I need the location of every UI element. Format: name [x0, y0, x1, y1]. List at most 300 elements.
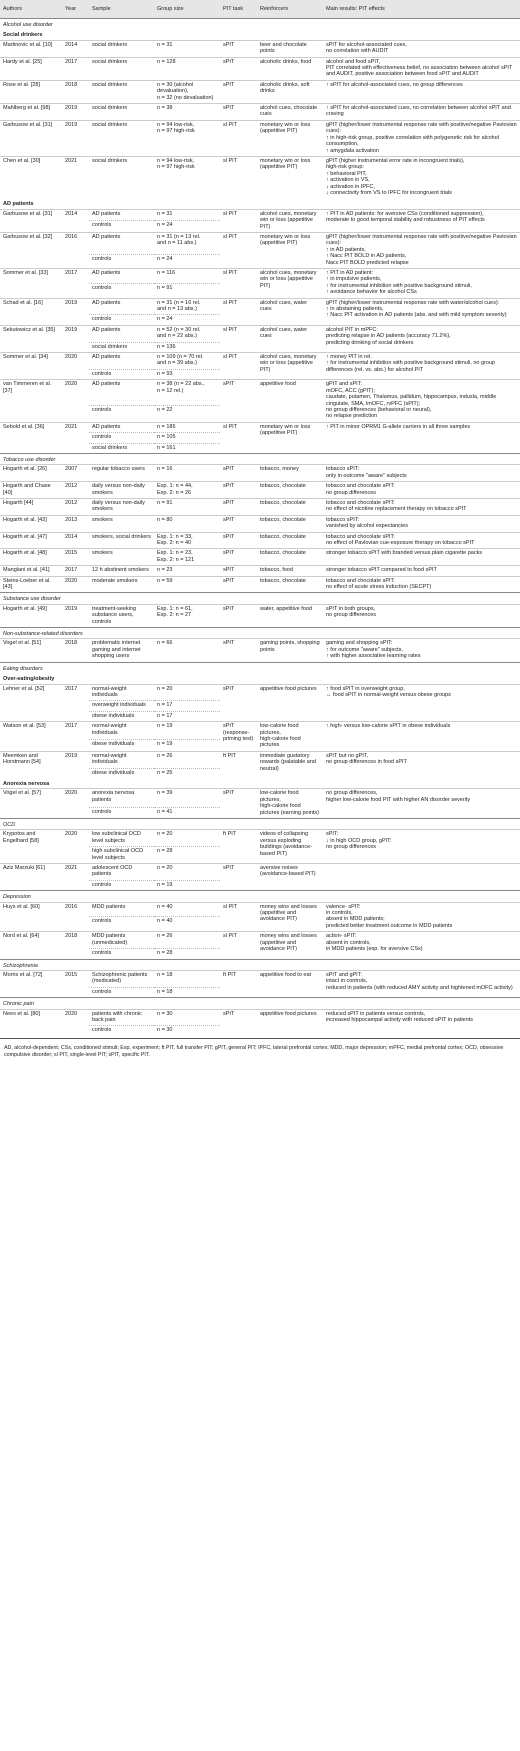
main-results-cell: gPIT (higher instrumental error rate in incongruent trials), high-risk group: ↑ behavioral PIT, ↑ activation in VS, ↓ activation in IPFC, ↓ connectivity from VS to IPFC for incongruent trials: [323, 156, 520, 198]
header-authors: Authors: [0, 0, 62, 19]
group-size-cell: Exp. 1: n = 44, Exp. 2: n = 26: [154, 482, 220, 499]
study-year: 2019: [62, 104, 89, 121]
group-size-cell: n = 16: [154, 465, 220, 482]
main-results-cell: reduced sPIT in patients versus controls, increased hippocampal activity with reduced sPIT in patients: [323, 1009, 520, 1036]
reinforcers-cell: low-calorie food pictures, high-calorie food pictures (earning points): [257, 789, 323, 819]
study-row: [0, 80, 520, 103]
sample-cell: controls: [89, 369, 154, 379]
sample-cell: controls: [89, 283, 154, 298]
group-size-cell: n = 20: [154, 684, 220, 701]
header-main-results: Main results: PIT effects: [323, 0, 520, 19]
subsection-heading: Over-eating/obesity: [3, 676, 55, 683]
pit-task-cell: sl PIT: [220, 325, 257, 352]
pit-task-cell: sl PIT: [220, 932, 257, 959]
sample-cell: social drinkers: [89, 40, 154, 57]
reinforcers-cell: alcohol cues, monetary win or loss (appetitive PIT): [257, 353, 323, 380]
study-author: Morris et al. [72]: [0, 970, 62, 997]
table-header-row: [0, 0, 520, 19]
study-author: Manglani et al. [41]: [0, 566, 62, 576]
group-size-cell: n = 94 low-risk, n = 97 high-risk: [154, 156, 220, 198]
reinforcers-cell: water, appetitive food: [257, 604, 323, 627]
main-results-cell: valence- sPIT: in controls, absent in MDD patients; predicted better treatment outcome in MDD patients: [323, 902, 520, 932]
study-year: 2014: [62, 209, 89, 232]
group-size-cell: n = 109 (n = 70 rel. and n = 39 abs.): [154, 353, 220, 370]
group-size-cell: n = 91: [154, 283, 220, 298]
study-row: [0, 684, 520, 701]
group-size-cell: n = 19: [154, 722, 220, 740]
section-heading: Tobacco use disorder: [0, 453, 520, 464]
sample-cell: AD patients: [89, 325, 154, 342]
sample-cell: controls: [89, 221, 154, 233]
group-size-cell: n = 31 (n = 16 rel. and n = 13 abs.): [154, 298, 220, 315]
study-author: Sebold et al. [36]: [0, 422, 62, 453]
main-results-cell: alcohol PIT in mPFC: predicting relapse in AD patients (accuracy 71.2%), predicting drinking of social drinkers: [323, 325, 520, 352]
sample-cell: AD patients: [89, 422, 154, 432]
group-size-cell: n = 186: [154, 422, 220, 432]
pit-task-cell: sPIT: [220, 515, 257, 532]
main-results-cell: ↑ money PIT in rel. ↑ for instrumental inhibition with positive background stimuli, no group differences (rel. vs. abs.) for alcohol PIT: [323, 353, 520, 380]
sample-cell: controls: [89, 949, 154, 959]
group-size-cell: n = 24: [154, 315, 220, 325]
study-year: 2016: [62, 232, 89, 268]
sample-cell: adolescent OCD patients: [89, 864, 154, 881]
group-size-cell: n = 31: [154, 40, 220, 57]
group-size-cell: Exp. 1: n = 61, Exp. 2: n = 27: [154, 604, 220, 627]
reinforcers-cell: money wins and losses (appetitive and avoidance PIT): [257, 902, 323, 932]
pit-task-cell: sl PIT: [220, 269, 257, 299]
reinforcers-cell: appetitive food: [257, 380, 323, 422]
study-author: Vogel et al. [51]: [0, 639, 62, 662]
study-year: 2018: [62, 932, 89, 959]
study-row: [0, 1009, 520, 1026]
group-size-cell: n = 41: [154, 807, 220, 818]
study-row: [0, 549, 520, 566]
main-results-cell: tobacco and chocolate sPIT: no effect of Pavlovian cue-exposure therapy on tobacco sPIT: [323, 532, 520, 549]
pit-task-cell: sl PIT: [220, 422, 257, 453]
sample-cell: normal-weight individuals: [89, 684, 154, 701]
main-results-cell: tobacco and chocolate sPIT: no group differences: [323, 482, 520, 499]
study-row: [0, 830, 520, 847]
group-size-cell: Exp. 1: n = 23, Exp. 2: n = 121: [154, 549, 220, 566]
pit-task-cell: sPIT: [220, 864, 257, 891]
study-row: [0, 576, 520, 593]
study-row: [0, 532, 520, 549]
sample-cell: obese individuals: [89, 711, 154, 721]
reinforcers-cell: alcohol cues, monetary win or loss (appetitive PIT): [257, 269, 323, 299]
pit-task-cell: sPIT: [220, 380, 257, 422]
subsection-row: [0, 198, 520, 209]
study-year: 2007: [62, 465, 89, 482]
study-author: Steins-Loeber et al. [43]: [0, 576, 62, 593]
sample-cell: obese individuals: [89, 768, 154, 778]
group-size-cell: n = 24: [154, 255, 220, 269]
study-author: Mahlberg et al. [98]: [0, 104, 62, 121]
main-results-cell: ↑ sPIT for alcohol-associated cues, no group differences: [323, 80, 520, 103]
sample-cell: obese individuals: [89, 740, 154, 751]
study-row: [0, 380, 520, 406]
sample-cell: controls: [89, 433, 154, 443]
pit-task-cell: sl PIT: [220, 902, 257, 932]
main-results-cell: ↑ PIT in AD patient: ↑ in impulsive patients, ↑ for instrumental inhibition with positive background stimuli, ↑ avoidance behavior for alcohol CSs: [323, 269, 520, 299]
sample-cell: patients with chronic back pain: [89, 1009, 154, 1026]
study-author: Rose et al. [28]: [0, 80, 62, 103]
sample-cell: MDD patients (unmedicated): [89, 932, 154, 949]
study-author: Nord et al. [64]: [0, 932, 62, 959]
sample-cell: Schizophrenic patients (medicated): [89, 970, 154, 987]
study-author: Garbusow et al. [31]: [0, 120, 62, 156]
study-row: [0, 902, 520, 917]
reinforcers-cell: monetary win or loss (appetitive PIT): [257, 232, 323, 268]
pit-task-cell: sl PIT: [220, 120, 257, 156]
study-author: Sommer et al. [34]: [0, 353, 62, 380]
sample-cell: normal-weight individuals: [89, 751, 154, 768]
study-row: [0, 751, 520, 768]
subsection-row: [0, 673, 520, 684]
study-row: [0, 566, 520, 576]
sample-cell: AD patients: [89, 209, 154, 221]
sample-cell: controls: [89, 987, 154, 997]
reinforcers-cell: alcohol cues, water cues: [257, 325, 323, 352]
reinforcers-cell: tobacco, chocolate: [257, 532, 323, 549]
section-row: [0, 959, 520, 970]
group-size-cell: n = 40: [154, 902, 220, 917]
study-year: 2012: [62, 482, 89, 499]
main-results-cell: tobacco sPIT: only in outcome "aware" subjects: [323, 465, 520, 482]
study-author: Hogarth and Chase [40]: [0, 482, 62, 499]
group-size-cell: n = 25: [154, 768, 220, 778]
reinforcers-cell: beer and chocolate points: [257, 40, 323, 57]
main-results-cell: ↑ PIT in AD patients: for aversive CSs (conditioned suppression), moderate to good temporal stability and robustness of PIT effects: [323, 209, 520, 232]
main-results-cell: gPIT (higher/lower instrumental response rate with water/alcohol cues): ↑ in abstaining patients, ↑ Nacc PIT activation in AD patients (abs. and with mild symptom severity): [323, 298, 520, 325]
pit-task-cell: sPIT: [220, 566, 257, 576]
group-size-cell: n = 39: [154, 789, 220, 807]
reinforcers-cell: appetitive food pictures: [257, 684, 323, 722]
reinforcers-cell: tobacco, chocolate: [257, 549, 323, 566]
group-size-cell: n = 20: [154, 830, 220, 847]
sample-cell: treatment-seeking substance users, controls: [89, 604, 154, 627]
sample-cell: social drinkers: [89, 156, 154, 198]
reinforcers-cell: alcoholic drinks, soft drinks: [257, 80, 323, 103]
reinforcers-cell: tobacco, chocolate: [257, 576, 323, 593]
main-results-cell: ↑ PIT in minor OPRM1 G-allele carriers in all three samples: [323, 422, 520, 453]
study-year: 2017: [62, 722, 89, 752]
main-results-cell: tobacco and chocolate sPIT: no effect of nicotine replacement therapy on tobacco sPIT: [323, 498, 520, 515]
sample-cell: AD patients: [89, 269, 154, 284]
group-size-cell: n = 80: [154, 515, 220, 532]
study-row: [0, 120, 520, 156]
group-size-cell: n = 105: [154, 433, 220, 443]
study-year: 2020: [62, 353, 89, 380]
sample-cell: 12 h abstinent smokers: [89, 566, 154, 576]
pit-task-cell: sl PIT: [220, 209, 257, 232]
pit-task-cell: sPIT: [220, 104, 257, 121]
study-author: Garbusow et al. [31]: [0, 209, 62, 232]
study-author: Schad et al. [16]: [0, 298, 62, 325]
group-size-cell: n = 28: [154, 847, 220, 864]
group-size-cell: n = 18: [154, 987, 220, 997]
pit-task-cell: sPIT: [220, 549, 257, 566]
sample-cell: problematic internet gaming and internet shopping users: [89, 639, 154, 662]
group-size-cell: n = 30: [154, 1009, 220, 1026]
study-year: 2019: [62, 604, 89, 627]
study-author: Hardy et al. [25]: [0, 57, 62, 80]
reinforcers-cell: alcohol cues, chocolate cues: [257, 104, 323, 121]
pit-task-cell: sPIT: [220, 639, 257, 662]
pit-task-cell: ft PIT: [220, 830, 257, 864]
study-year: 2019: [62, 751, 89, 778]
study-year: 2017: [62, 269, 89, 299]
group-size-cell: n = 18: [154, 970, 220, 987]
section-heading: OCD: [0, 819, 520, 830]
sample-cell: controls: [89, 807, 154, 818]
study-year: 2016: [62, 902, 89, 932]
main-results-cell: gPIT (higher/lower instrumental response rate with positive/negative Pavlovian cues): ↑ in high-risk group, positive correlation with polygenetic risk for alcohol consumption, ↑ amygdala activation: [323, 120, 520, 156]
group-size-cell: n = 17: [154, 711, 220, 721]
sample-cell: anorexia nervosa patients: [89, 789, 154, 807]
group-size-cell: n = 31: [154, 209, 220, 221]
subsection-row: [0, 29, 520, 40]
main-results-cell: action- sPIT: absent in controls, in MDD patients (esp. for aversive CSs): [323, 932, 520, 959]
table-body: [0, 19, 520, 1036]
pit-task-cell: sPIT: [220, 465, 257, 482]
sample-cell: controls: [89, 315, 154, 325]
group-size-cell: n = 128: [154, 57, 220, 80]
reinforcers-cell: tobacco, food: [257, 566, 323, 576]
group-size-cell: n = 28: [154, 949, 220, 959]
main-results-cell: ↑ food sPIT in overweight group, ↔ food sPIT in normal-weight versus obese groups: [323, 684, 520, 722]
study-year: 2020: [62, 380, 89, 422]
group-size-cell: n = 19: [154, 880, 220, 890]
reinforcers-cell: alcohol cues, monetary win or loss (appetitive PIT): [257, 209, 323, 232]
sample-cell: low subclinical OCD level subjects: [89, 830, 154, 847]
sample-cell: social drinkers: [89, 342, 154, 352]
group-size-cell: n = 161: [154, 443, 220, 453]
study-row: [0, 40, 520, 57]
sample-cell: controls: [89, 917, 154, 932]
reinforcers-cell: monetary win or loss (appetitive PIT): [257, 120, 323, 156]
study-row: [0, 156, 520, 198]
study-row: [0, 498, 520, 515]
pit-task-cell: sPIT: [220, 482, 257, 499]
group-size-cell: n = 31 (n = 13 rel. and n = 11 abs.): [154, 232, 220, 254]
main-results-cell: tobacco and chocolate sPIT: no effect of acute stress induction (SECPT): [323, 576, 520, 593]
study-row: [0, 722, 520, 740]
study-year: 2021: [62, 422, 89, 453]
group-size-cell: n = 23: [154, 566, 220, 576]
study-row: [0, 789, 520, 807]
section-row: [0, 453, 520, 464]
study-author: Hogarth et al. [49]: [0, 604, 62, 627]
group-size-cell: n = 38 (n = 22 abs., n = 12 rel.): [154, 380, 220, 406]
study-author: Hogarth et al. [43]: [0, 515, 62, 532]
pit-task-cell: sPIT: [220, 1009, 257, 1036]
sample-cell: normal-weight individuals: [89, 722, 154, 740]
pit-task-cell: sPIT: [220, 498, 257, 515]
study-row: [0, 104, 520, 121]
study-author: Sekutowicz et al. [35]: [0, 325, 62, 352]
reinforcers-cell: videos of collapsing versus exploding buildings (avoidance-based PIT): [257, 830, 323, 864]
subsection-row: [0, 778, 520, 789]
study-row: [0, 932, 520, 949]
study-row: [0, 515, 520, 532]
subsection-heading: Social drinkers: [3, 32, 43, 39]
pit-task-cell: sPIT (response-priming test): [220, 722, 257, 752]
reinforcers-cell: tobacco, money: [257, 465, 323, 482]
section-heading: Eating disorders: [0, 662, 520, 673]
study-author: van Timmeren et al. [37]: [0, 380, 62, 422]
study-author: Chen et al. [30]: [0, 156, 62, 198]
sample-cell: controls: [89, 406, 154, 422]
sample-cell: social drinkers: [89, 104, 154, 121]
header-pit-task: PIT task: [220, 0, 257, 19]
main-results-cell: ↑ high- versus low-calorie sPIT in obese individuals: [323, 722, 520, 752]
study-year: 2019: [62, 325, 89, 352]
study-author: Hogarth et al. [47]: [0, 532, 62, 549]
pit-task-cell: sPIT: [220, 789, 257, 819]
sample-cell: controls: [89, 880, 154, 890]
study-row: [0, 482, 520, 499]
group-size-cell: n = 66: [154, 639, 220, 662]
reinforcers-cell: money wins and losses (appetitive and avoidance PIT): [257, 932, 323, 959]
sample-cell: social drinkers: [89, 120, 154, 156]
study-year: 2020: [62, 1009, 89, 1036]
sample-cell: smokers, social drinkers: [89, 532, 154, 549]
pit-task-cell: sl PIT: [220, 298, 257, 325]
study-author: Aziz Marzuki [61]: [0, 864, 62, 891]
study-row: [0, 232, 520, 254]
group-size-cell: n = 94 low-risk, n = 97 high-risk: [154, 120, 220, 156]
group-size-cell: n = 30: [154, 1026, 220, 1036]
header-sample: Sample: [89, 0, 154, 19]
study-year: 2021: [62, 864, 89, 891]
header-year: Year: [62, 0, 89, 19]
section-row: [0, 998, 520, 1009]
study-author: Nees et al. [80]: [0, 1009, 62, 1036]
sample-cell: social drinkers: [89, 443, 154, 453]
pit-task-cell: sPIT: [220, 57, 257, 80]
group-size-cell: n = 19: [154, 740, 220, 751]
main-results-cell: stronger tobacco sPIT with branded versus plain cigarette packs: [323, 549, 520, 566]
section-heading: Substance use disorder: [0, 593, 520, 604]
main-results-cell: sPIT and gPIT: intact in controls, reduced in patients (with reduced AMY activity and hightened mOFC activity): [323, 970, 520, 997]
sample-cell: AD patients: [89, 298, 154, 315]
section-heading: Depression: [0, 891, 520, 902]
main-results-cell: sPIT in both groups, no group differences: [323, 604, 520, 627]
reinforcers-cell: tobacco, chocolate: [257, 498, 323, 515]
main-results-cell: tobacco sPIT: vanished by alcohol expectancies: [323, 515, 520, 532]
group-size-cell: n = 30 (alcohol devaluation), n = 32 (no devaluation): [154, 80, 220, 103]
study-year: 2020: [62, 789, 89, 819]
header-group-size: Group size: [154, 0, 220, 19]
sample-cell: controls: [89, 255, 154, 269]
pit-task-cell: sl PIT: [220, 353, 257, 380]
study-author: Vogel et al. [57]: [0, 789, 62, 819]
group-size-cell: n = 26: [154, 932, 220, 949]
sample-cell: daily versus non-daily smokers: [89, 498, 154, 515]
main-results-cell: [323, 864, 520, 891]
header-reinforcers: Reinforcers: [257, 0, 323, 19]
main-results-cell: sPIT for alcohol-associated cues, no correlation with AUDIT: [323, 40, 520, 57]
main-results-cell: sPIT but no gPIT, no group differences in food sPIT: [323, 751, 520, 778]
group-size-cell: n = 26: [154, 751, 220, 768]
section-heading: Alcohol use disorder: [0, 19, 520, 30]
subsection-heading: AD patients: [3, 201, 34, 208]
sample-cell: overweight individuals: [89, 701, 154, 711]
sample-cell: moderate smokers: [89, 576, 154, 593]
pit-task-cell: sPIT: [220, 532, 257, 549]
main-results-cell: gPIT (higher/lower instrumental response rate with positive/negative Pavlovian cues): ↑ in AD patients, ↑ Nacc PIT BOLD in AD patients, Nacc PIT BOLD predicted relapse: [323, 232, 520, 268]
group-size-cell: n = 38: [154, 104, 220, 121]
study-row: [0, 353, 520, 370]
sample-cell: regular tobacco users: [89, 465, 154, 482]
study-year: 2012: [62, 498, 89, 515]
study-author: Meemken and Horstmann [54]: [0, 751, 62, 778]
sample-cell: AD patients: [89, 353, 154, 370]
section-heading: Non-substance-related disorders: [0, 628, 520, 639]
study-row: [0, 970, 520, 987]
study-year: 2017: [62, 57, 89, 80]
main-results-cell: ↑ sPIT for alcohol-associated cues, no correlation between alcohol sPIT and craving: [323, 104, 520, 121]
pit-task-cell: sPIT: [220, 576, 257, 593]
pit-task-cell: sl PIT: [220, 232, 257, 268]
study-year: 2014: [62, 532, 89, 549]
pit-task-cell: sPIT: [220, 684, 257, 722]
reinforcers-cell: low-calorie food pictures, high-calorie food pictures: [257, 722, 323, 752]
reinforcers-cell: monetary win or loss (appetitive PIT): [257, 156, 323, 198]
section-row: [0, 819, 520, 830]
reinforcers-cell: appetitive food pictures: [257, 1009, 323, 1036]
reinforcers-cell: appetitive food to eat: [257, 970, 323, 997]
group-size-cell: n = 136: [154, 342, 220, 352]
study-row: [0, 269, 520, 284]
study-year: 2020: [62, 576, 89, 593]
table-footnote: AD, alcohol-dependent; CSs, conditioned stimuli; Exp, experiment; ft PIT, full transfer PIT; gPIT, general PIT; IPFC, lateral prefrontal cortex; MDD, major depression; mPFC, medial prefrontal cortex; OCD, obsessive compulsive disorder; sl PIT, single-level PIT; sPIT, specific PIT.: [0, 1038, 520, 1059]
study-author: Krypotos and Engelhard [58]: [0, 830, 62, 864]
group-size-cell: n = 91: [154, 498, 220, 515]
sample-cell: high subclinical OCD level subjects: [89, 847, 154, 864]
study-year: 2018: [62, 80, 89, 103]
pit-task-cell: ft PIT: [220, 751, 257, 778]
sample-cell: AD patients: [89, 380, 154, 406]
pit-task-cell: ft PIT: [220, 970, 257, 997]
study-year: 2015: [62, 549, 89, 566]
subsection-heading: Anorexia nervosa: [3, 780, 50, 787]
main-results-cell: gPIT and sPIT: mOFC, ACC (gPIT); caudate, putamen, Thalamus, pallidum, hippocampus, indusla, middle cingulate, SMA, lmOFC, rvPFC (sPIT); no group differences (behavioral or neural), no relapse prediction: [323, 380, 520, 422]
reinforcers-cell: tobacco, chocolate: [257, 482, 323, 499]
study-year: 2017: [62, 684, 89, 722]
group-size-cell: n = 59: [154, 576, 220, 593]
study-year: 2014: [62, 40, 89, 57]
section-row: [0, 628, 520, 639]
reinforcers-cell: tobacco, chocolate: [257, 515, 323, 532]
section-heading: Chronic pain: [0, 998, 520, 1009]
sample-cell: smokers: [89, 515, 154, 532]
study-row: [0, 604, 520, 627]
group-size-cell: n = 17: [154, 701, 220, 711]
reinforcers-cell: immediate gustatory rewards (palatable and neutral): [257, 751, 323, 778]
group-size-cell: n = 24: [154, 221, 220, 233]
study-row: [0, 864, 520, 881]
study-year: 2020: [62, 830, 89, 864]
study-year: 2018: [62, 639, 89, 662]
study-author: Hogarth et al. [48]: [0, 549, 62, 566]
reinforcers-cell: alcohol cues, water cues: [257, 298, 323, 325]
main-results-cell: stronger tobacco sPIT compared to food sPIT: [323, 566, 520, 576]
study-row: [0, 465, 520, 482]
study-author: Lehner et al. [52]: [0, 684, 62, 722]
section-row: [0, 593, 520, 604]
pit-task-cell: sPIT: [220, 80, 257, 103]
